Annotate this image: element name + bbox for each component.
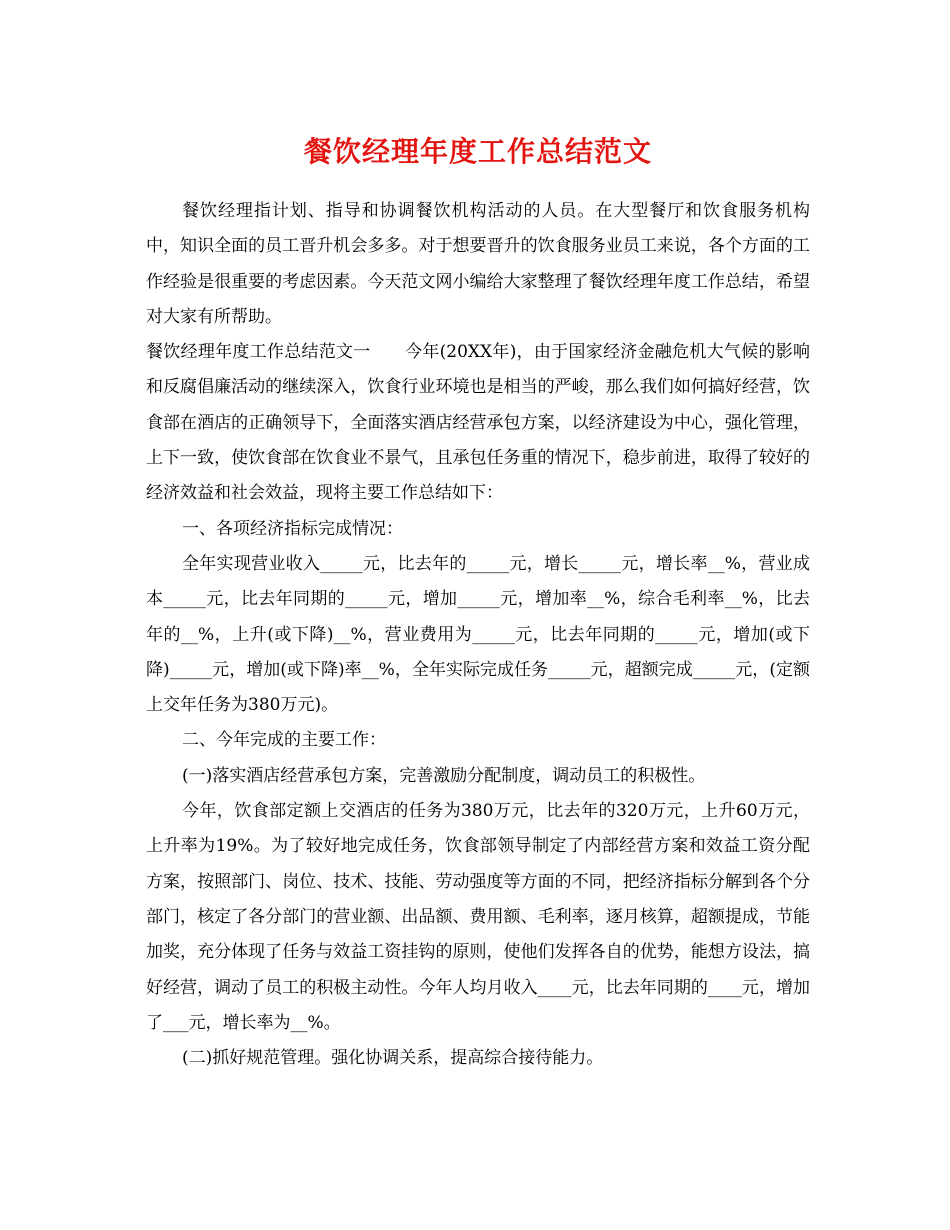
document-title: 餐饮经理年度工作总结范文 (303, 135, 652, 168)
paragraph-contract-plan: 今年，饮食部定额上交酒店的任务为380万元，比去年的320万元，上升60万元，上升率为19%。为了较好地完成任务，饮食部领导制定了内部经营方案和效益工资分配方案，按照部门、岗位、技术、技能、劳动强度等方面的不同，把经济指标分解到各个分部门，核定了各分部门的营业额、出品额、费用额、毛利率，逐月核算，超额提成，节能加奖，充分体现了任务与效益工资挂钩的原则，使他们发挥各自的优势，能想方设法，搞好经营，调动了员工的积极主动性。今年人均月收入____元，比去年同期的____元，增加了___元，增长率为__%。 (146, 801, 810, 1033)
document-body (146, 194, 810, 1076)
section-heading-indicators: 一、各项经济指标完成情况： (182, 518, 403, 539)
paragraph-indicators: 全年实现营业收入_____元，比去年的_____元，增长_____元，增长率__%，营业成本_____元，比去年同期的_____元，增加_____元，增加率__%，综合毛利率__%，比去年的__%，上升(或下降)__%，营业费用为_____元，比去年同期的_____元，增加(或下降)_____元，增加(或下降)率__%，全年实际完成任务_____元，超额完成_____元，(定额上交年任务为380万元)。 (146, 553, 810, 716)
paragraph-sample-one: 餐饮经理年度工作总结范文一 今年(20XX年)，由于国家经济金融危机大气候的影响和反腐倡廉活动的继续深入，饮食行业环境也是相当的严峻，那么我们如何搞好经营，饮食部在酒店的正确领导下，全面落实酒店经营承包方案，以经济建设为中心，强化管理，上下一致，使饮食部在饮食业不景气，且承包任务重的情况下，稳步前进，取得了较好的经济效益和社会效益，现将主要工作总结如下： (146, 342, 810, 504)
paragraph-intro: 餐饮经理指计划、指导和协调餐饮机构活动的人员。在大型餐厅和饮食服务机构中，知识全面的员工晋升机会多多。对于想要晋升的饮食服务业员工来说，各个方面的工作经验是很重要的考虑因素。今天范文网小编给大家整理了餐饮经理年度工作总结，希望对大家有所帮助。 (146, 201, 810, 327)
subheading-contract-plan: (一)落实酒店经营承包方案，完善激励分配制度，调动员工的积极性。 (182, 765, 706, 786)
subheading-standard-management: (二)抓好规范管理。强化协调关系，提高综合接待能力。 (182, 1048, 604, 1069)
section-heading-main-work: 二、今年完成的主要工作： (182, 730, 386, 751)
